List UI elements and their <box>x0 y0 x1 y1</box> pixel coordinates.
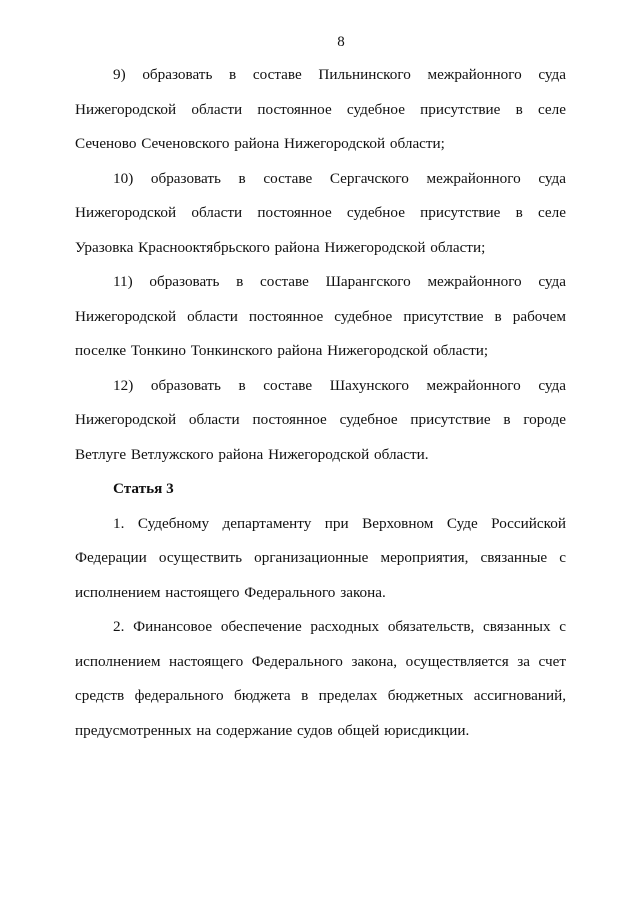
article-heading: Статья 3 <box>113 480 174 497</box>
paragraph-item-9: 9) образовать в составе Пильнинского межрайонного суда Нижегородской области постоянное судебное присутствие в селе Сеченово Сеченовского района Нижегородской области; <box>75 66 566 152</box>
paragraph-item-12: 12) образовать в составе Шахунского межрайонного суда Нижегородской области постоянное судебное присутствие в городе Ветлуге Ветлужского района Нижегородской области. <box>75 376 566 463</box>
article-3-paragraph-2: 2. Финансовое обеспечение расходных обязательств, связанных с исполнением настоящего Федерального закона, осуществляется за счет средств федерального бюджета в пределах бюджетных ассигнований, предусмотренных на содержание судов общей юрисдикции. <box>75 618 566 739</box>
paragraph-item-11: 11) образовать в составе Шарангского межрайонного суда Нижегородской области постоянное судебное присутствие в рабочем поселке Тонкино Тонкинского района Нижегородской области; <box>75 273 566 359</box>
article-3-paragraph-1: 1. Судебному департаменту при Верховном Суде Российской Федерации осуществить организационные мероприятия, связанные с исполнением настоящего Федерального закона. <box>75 514 566 601</box>
document-body <box>75 58 566 748</box>
paragraph-item-10: 10) образовать в составе Сергачского межрайонного суда Нижегородской области постоянное судебное присутствие в селе Уразовка Краснооктябрьского района Нижегородской области; <box>75 169 566 256</box>
page-number: 8 <box>337 34 345 50</box>
